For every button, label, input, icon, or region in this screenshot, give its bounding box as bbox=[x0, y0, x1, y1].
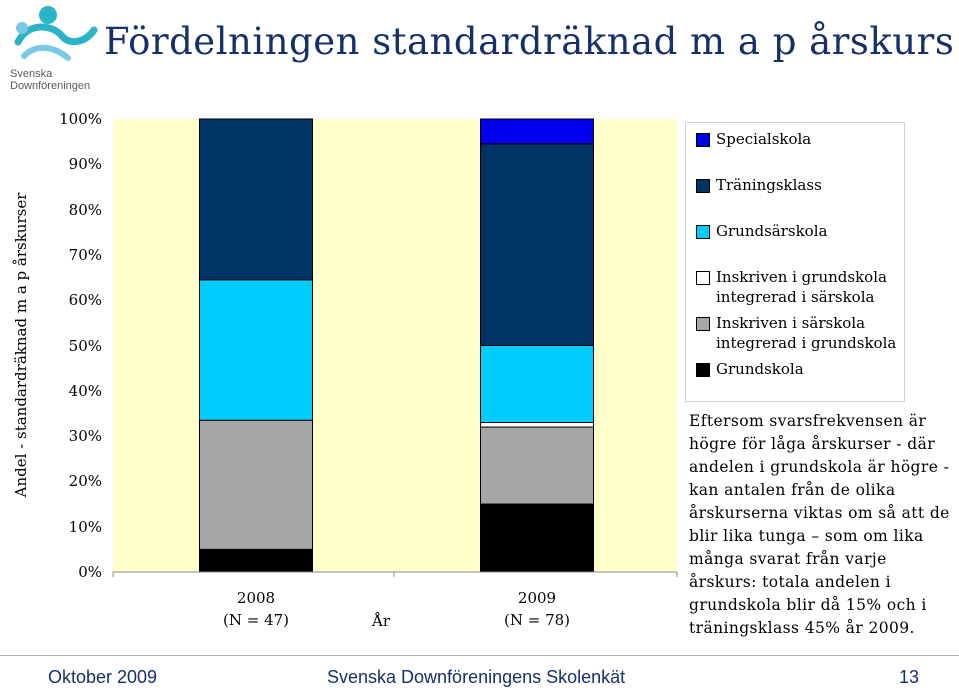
y-axis-label-text: Andel - standardräknad m a p årskurser bbox=[12, 192, 30, 498]
y-tick-label: 70% bbox=[68, 245, 102, 264]
y-tick-label: 80% bbox=[68, 200, 102, 219]
y-tick-label: 50% bbox=[68, 336, 102, 355]
footer-divider bbox=[0, 655, 959, 656]
legend-label: Grundskola bbox=[716, 360, 804, 378]
explanatory-note bbox=[689, 410, 959, 640]
note-line: andelen i grundskola är högre - bbox=[689, 458, 950, 476]
note-line: kan antalen från de olika bbox=[689, 481, 896, 499]
bar-segment bbox=[481, 504, 594, 572]
bar-segment bbox=[481, 144, 594, 346]
legend-swatch bbox=[696, 317, 710, 331]
bar-segment bbox=[481, 427, 594, 504]
footer-page-number: 13 bbox=[899, 667, 920, 687]
legend-item bbox=[696, 313, 896, 353]
note-line: träningsklass 45% år 2009. bbox=[689, 619, 915, 637]
legend-swatch bbox=[696, 133, 710, 147]
bar-segment bbox=[200, 119, 313, 280]
y-tick-label: 10% bbox=[68, 517, 102, 536]
legend-swatch bbox=[696, 363, 710, 377]
legend-swatch bbox=[696, 225, 710, 239]
legend-item bbox=[696, 175, 822, 195]
legend-swatch bbox=[696, 271, 710, 285]
bar-segment bbox=[481, 119, 594, 144]
y-tick-label: 30% bbox=[68, 427, 102, 446]
y-tick-label: 20% bbox=[68, 472, 102, 491]
bar-segment bbox=[481, 346, 594, 423]
x-tick-n: (N = 47) bbox=[222, 611, 290, 629]
x-axis-label: År bbox=[372, 612, 391, 630]
note-line: många svarat från varje bbox=[689, 550, 887, 568]
y-tick-label: 40% bbox=[68, 381, 102, 400]
y-tick-label: 100% bbox=[59, 110, 102, 128]
legend-item bbox=[696, 221, 827, 241]
x-tick-year: 2009 bbox=[517, 589, 557, 607]
bar-segment bbox=[481, 423, 594, 428]
bar-segment bbox=[200, 420, 313, 549]
legend-label: Träningsklass bbox=[716, 176, 822, 194]
chart-legend bbox=[685, 122, 905, 402]
legend-label: Specialskola bbox=[716, 130, 812, 148]
y-tick-label: 0% bbox=[78, 563, 102, 581]
note-line: grundskola blir då 15% och i bbox=[689, 596, 927, 614]
footer-date: Oktober 2009 bbox=[48, 667, 158, 687]
x-tick-year: 2008 bbox=[236, 589, 276, 607]
legend-label: Grundsärskola bbox=[716, 222, 828, 240]
footer-source: Svenska Downföreningens Skolenkät bbox=[327, 667, 626, 687]
note-line: årskurserna viktas om så att de bbox=[689, 504, 950, 522]
note-line: högre för låga årskurser - där bbox=[689, 435, 936, 453]
bar-segment bbox=[200, 280, 313, 420]
legend-label: Inskriven i särskola integrerad i grundskola bbox=[716, 314, 897, 352]
legend-label: Inskriven i grundskola integrerad i särskola bbox=[716, 268, 887, 306]
logo-text: Svenska Downföreningen bbox=[10, 68, 91, 92]
y-tick-label: 60% bbox=[68, 291, 102, 310]
x-category-2009 bbox=[467, 587, 607, 631]
legend-item bbox=[696, 267, 887, 307]
legend-item bbox=[696, 129, 811, 149]
y-tick-label: 90% bbox=[68, 155, 102, 174]
legend-swatch bbox=[696, 179, 710, 193]
x-tick-n: (N = 78) bbox=[503, 611, 571, 629]
page-title: Fördelningen standardräknad m a p årskurs bbox=[104, 20, 955, 63]
legend-item bbox=[696, 359, 804, 379]
x-category-2008 bbox=[186, 587, 326, 631]
note-line: Eftersom svarsfrekvensen är bbox=[689, 412, 927, 430]
note-line: årskurs: totala andelen i bbox=[689, 573, 891, 591]
bar-segment bbox=[200, 549, 313, 572]
note-line: blir lika tunga – som om lika bbox=[689, 527, 924, 545]
